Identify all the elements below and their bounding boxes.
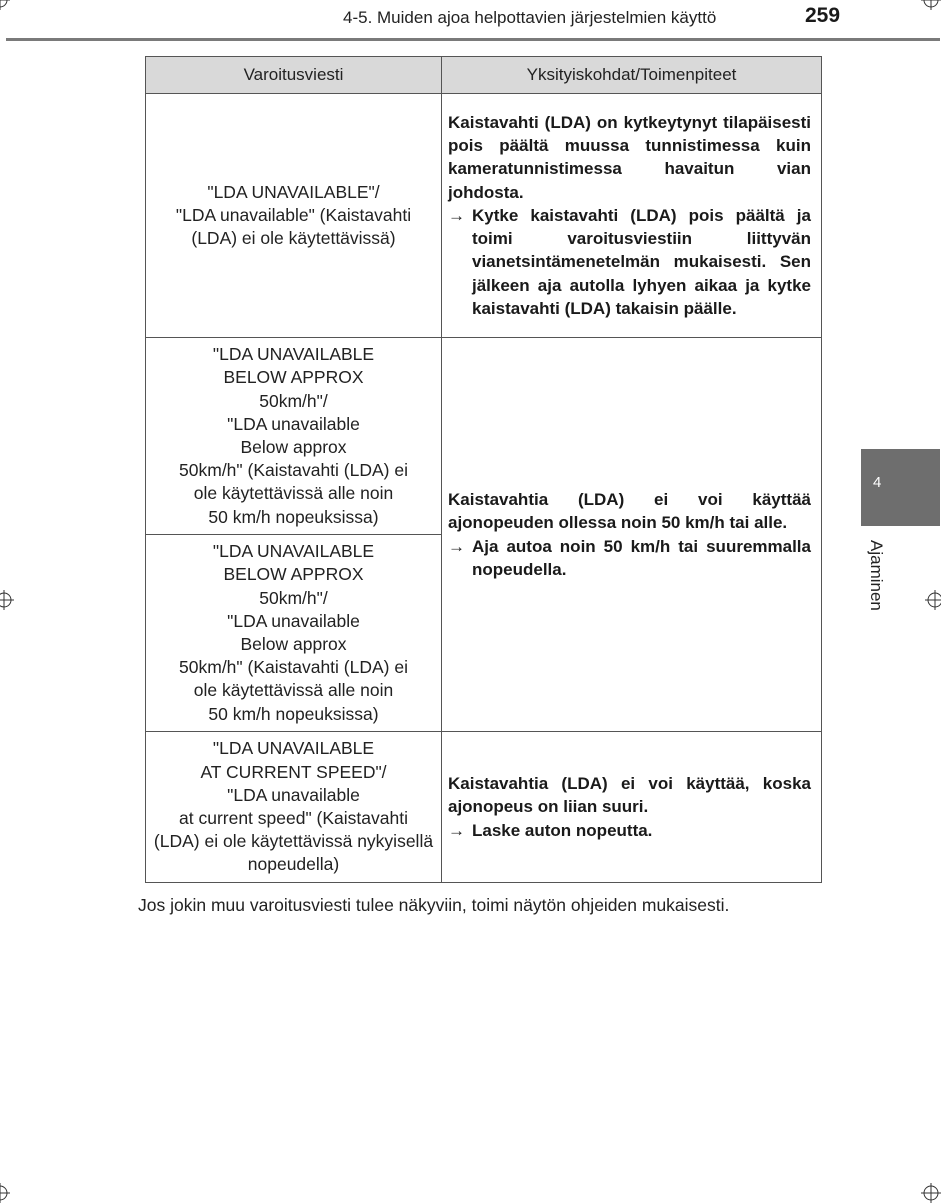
table-row	[146, 94, 822, 338]
chapter-tab-number: 4	[873, 474, 882, 491]
registration-mark-icon	[925, 590, 941, 610]
registration-mark-icon	[0, 0, 10, 10]
warning-message-cell: "LDA UNAVAILABLE AT CURRENT SPEED"/ "LDA unavailable at current speed" (Kaistavahti (LDA) ei ole käytettävissä nykyisellä nopeudella)	[146, 732, 442, 883]
column-header-message: Varoitusviesti	[146, 57, 442, 94]
arrow-icon: →	[448, 205, 465, 225]
warning-message-cell: "LDA UNAVAILABLE BELOW APPROX 50km/h"/ "LDA unavailable Below approx 50km/h" (Kaistavahti (LDA) ei ole käytettävissä alle noin 50 km/h nopeuksissa)	[146, 535, 442, 732]
action-text: Laske auton nopeutta.	[472, 820, 653, 840]
arrow-icon: →	[448, 536, 465, 556]
warning-message-cell: "LDA UNAVAILABLE BELOW APPROX 50km/h"/ "LDA unavailable Below approx 50km/h" (Kaistavahti (LDA) ei ole käytettävissä alle noin 50 km/h nopeuksissa)	[146, 338, 442, 535]
header-rule	[6, 38, 940, 41]
details-cell	[442, 338, 822, 732]
arrow-icon: →	[448, 820, 465, 840]
warning-message-table	[145, 56, 822, 883]
registration-mark-icon	[921, 1183, 941, 1203]
registration-mark-icon	[921, 0, 941, 10]
detail-description: Kaistavahti (LDA) on kytkeytynyt tilapäisesti pois päältä muussa tunnistimessa kuin kameratunnistimessa havaitun vian johdosta.	[448, 113, 811, 202]
warning-message-cell: "LDA UNAVAILABLE"/ "LDA unavailable" (Kaistavahti (LDA) ei ole käytettävissä)	[146, 94, 442, 338]
section-title: 4-5. Muiden ajoa helpottavien järjestelmien käyttö	[343, 8, 717, 27]
details-cell	[442, 94, 822, 338]
action-text: Aja autoa noin 50 km/h tai suuremmalla nopeudella.	[472, 536, 811, 579]
detail-description: Kaistavahtia (LDA) ei voi käyttää, koska ajonopeus on liian suuri.	[448, 774, 811, 817]
table-header-row	[146, 57, 822, 94]
registration-mark-icon	[0, 1183, 10, 1203]
chapter-tab-label: Ajaminen	[867, 540, 886, 611]
footer-note: Jos jokin muu varoitusviesti tulee näkyviin, toimi näytön ohjeiden mukaisesti.	[138, 895, 730, 915]
action-item	[448, 819, 811, 842]
action-item	[448, 535, 811, 581]
registration-mark-icon	[0, 590, 14, 610]
detail-description: Kaistavahtia (LDA) ei voi käyttää ajonopeuden ollessa noin 50 km/h tai alle.	[448, 490, 811, 533]
table-row	[146, 732, 822, 883]
page-header	[0, 0, 941, 42]
table-row	[146, 338, 822, 535]
page-number: 259	[805, 4, 841, 27]
action-item	[448, 204, 811, 320]
action-text: Kytke kaistavahti (LDA) pois päältä ja toimi varoitusviestiin liittyvän vianetsintämenetelmän mukaisesti. Sen jälkeen aja autolla lyhyen aikaa ja kytke kaistavahti (LDA) takaisin päälle.	[472, 205, 811, 318]
column-header-details: Yksityiskohdat/Toimenpiteet	[442, 57, 822, 94]
details-cell	[442, 732, 822, 883]
